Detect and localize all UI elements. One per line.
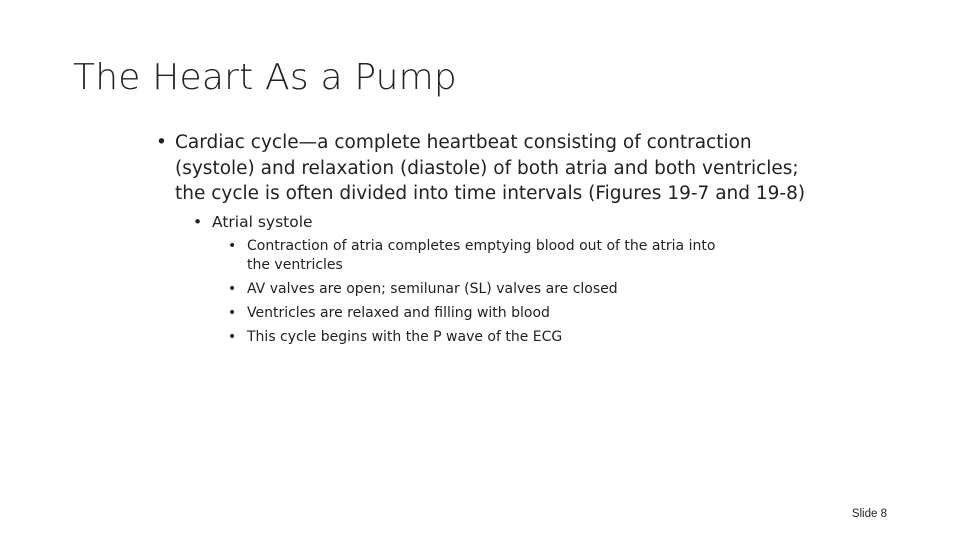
bullet-marker: • <box>228 328 237 345</box>
slide-title: The Heart As a Pump <box>73 57 457 98</box>
bullet-marker: • <box>228 237 237 254</box>
bullet-level-3 <box>228 304 727 323</box>
bullet-text: Contraction of atria completes emptying blood out of the atria into the ventricles <box>247 237 716 273</box>
bullet-marker: • <box>228 280 237 297</box>
bullet-marker: • <box>193 212 203 231</box>
bullet-marker: • <box>228 304 237 321</box>
bullet-text: Ventricles are relaxed and filling with blood <box>247 304 550 321</box>
slide-body <box>156 130 816 352</box>
bullet-level-3-list <box>228 237 816 347</box>
bullet-level-1 <box>156 130 816 207</box>
bullet-text: AV valves are open; semilunar (SL) valves are closed <box>247 280 618 297</box>
bullet-marker: • <box>156 132 167 153</box>
bullet-text: Atrial systole <box>212 212 313 231</box>
bullet-text: Cardiac cycle—a complete heartbeat consisting of contraction (systole) and relaxation (diastole) of both atria and both ventricles; the cycle is often divided into time intervals (Figures 19-7 and 19-8) <box>175 132 806 204</box>
bullet-level-3 <box>228 328 727 347</box>
bullet-level-3 <box>228 280 727 299</box>
bullet-level-2 <box>193 211 816 233</box>
slide-number: Slide 8 <box>851 508 887 520</box>
bullet-level-3 <box>228 237 727 275</box>
bullet-text: This cycle begins with the P wave of the ECG <box>247 328 563 345</box>
